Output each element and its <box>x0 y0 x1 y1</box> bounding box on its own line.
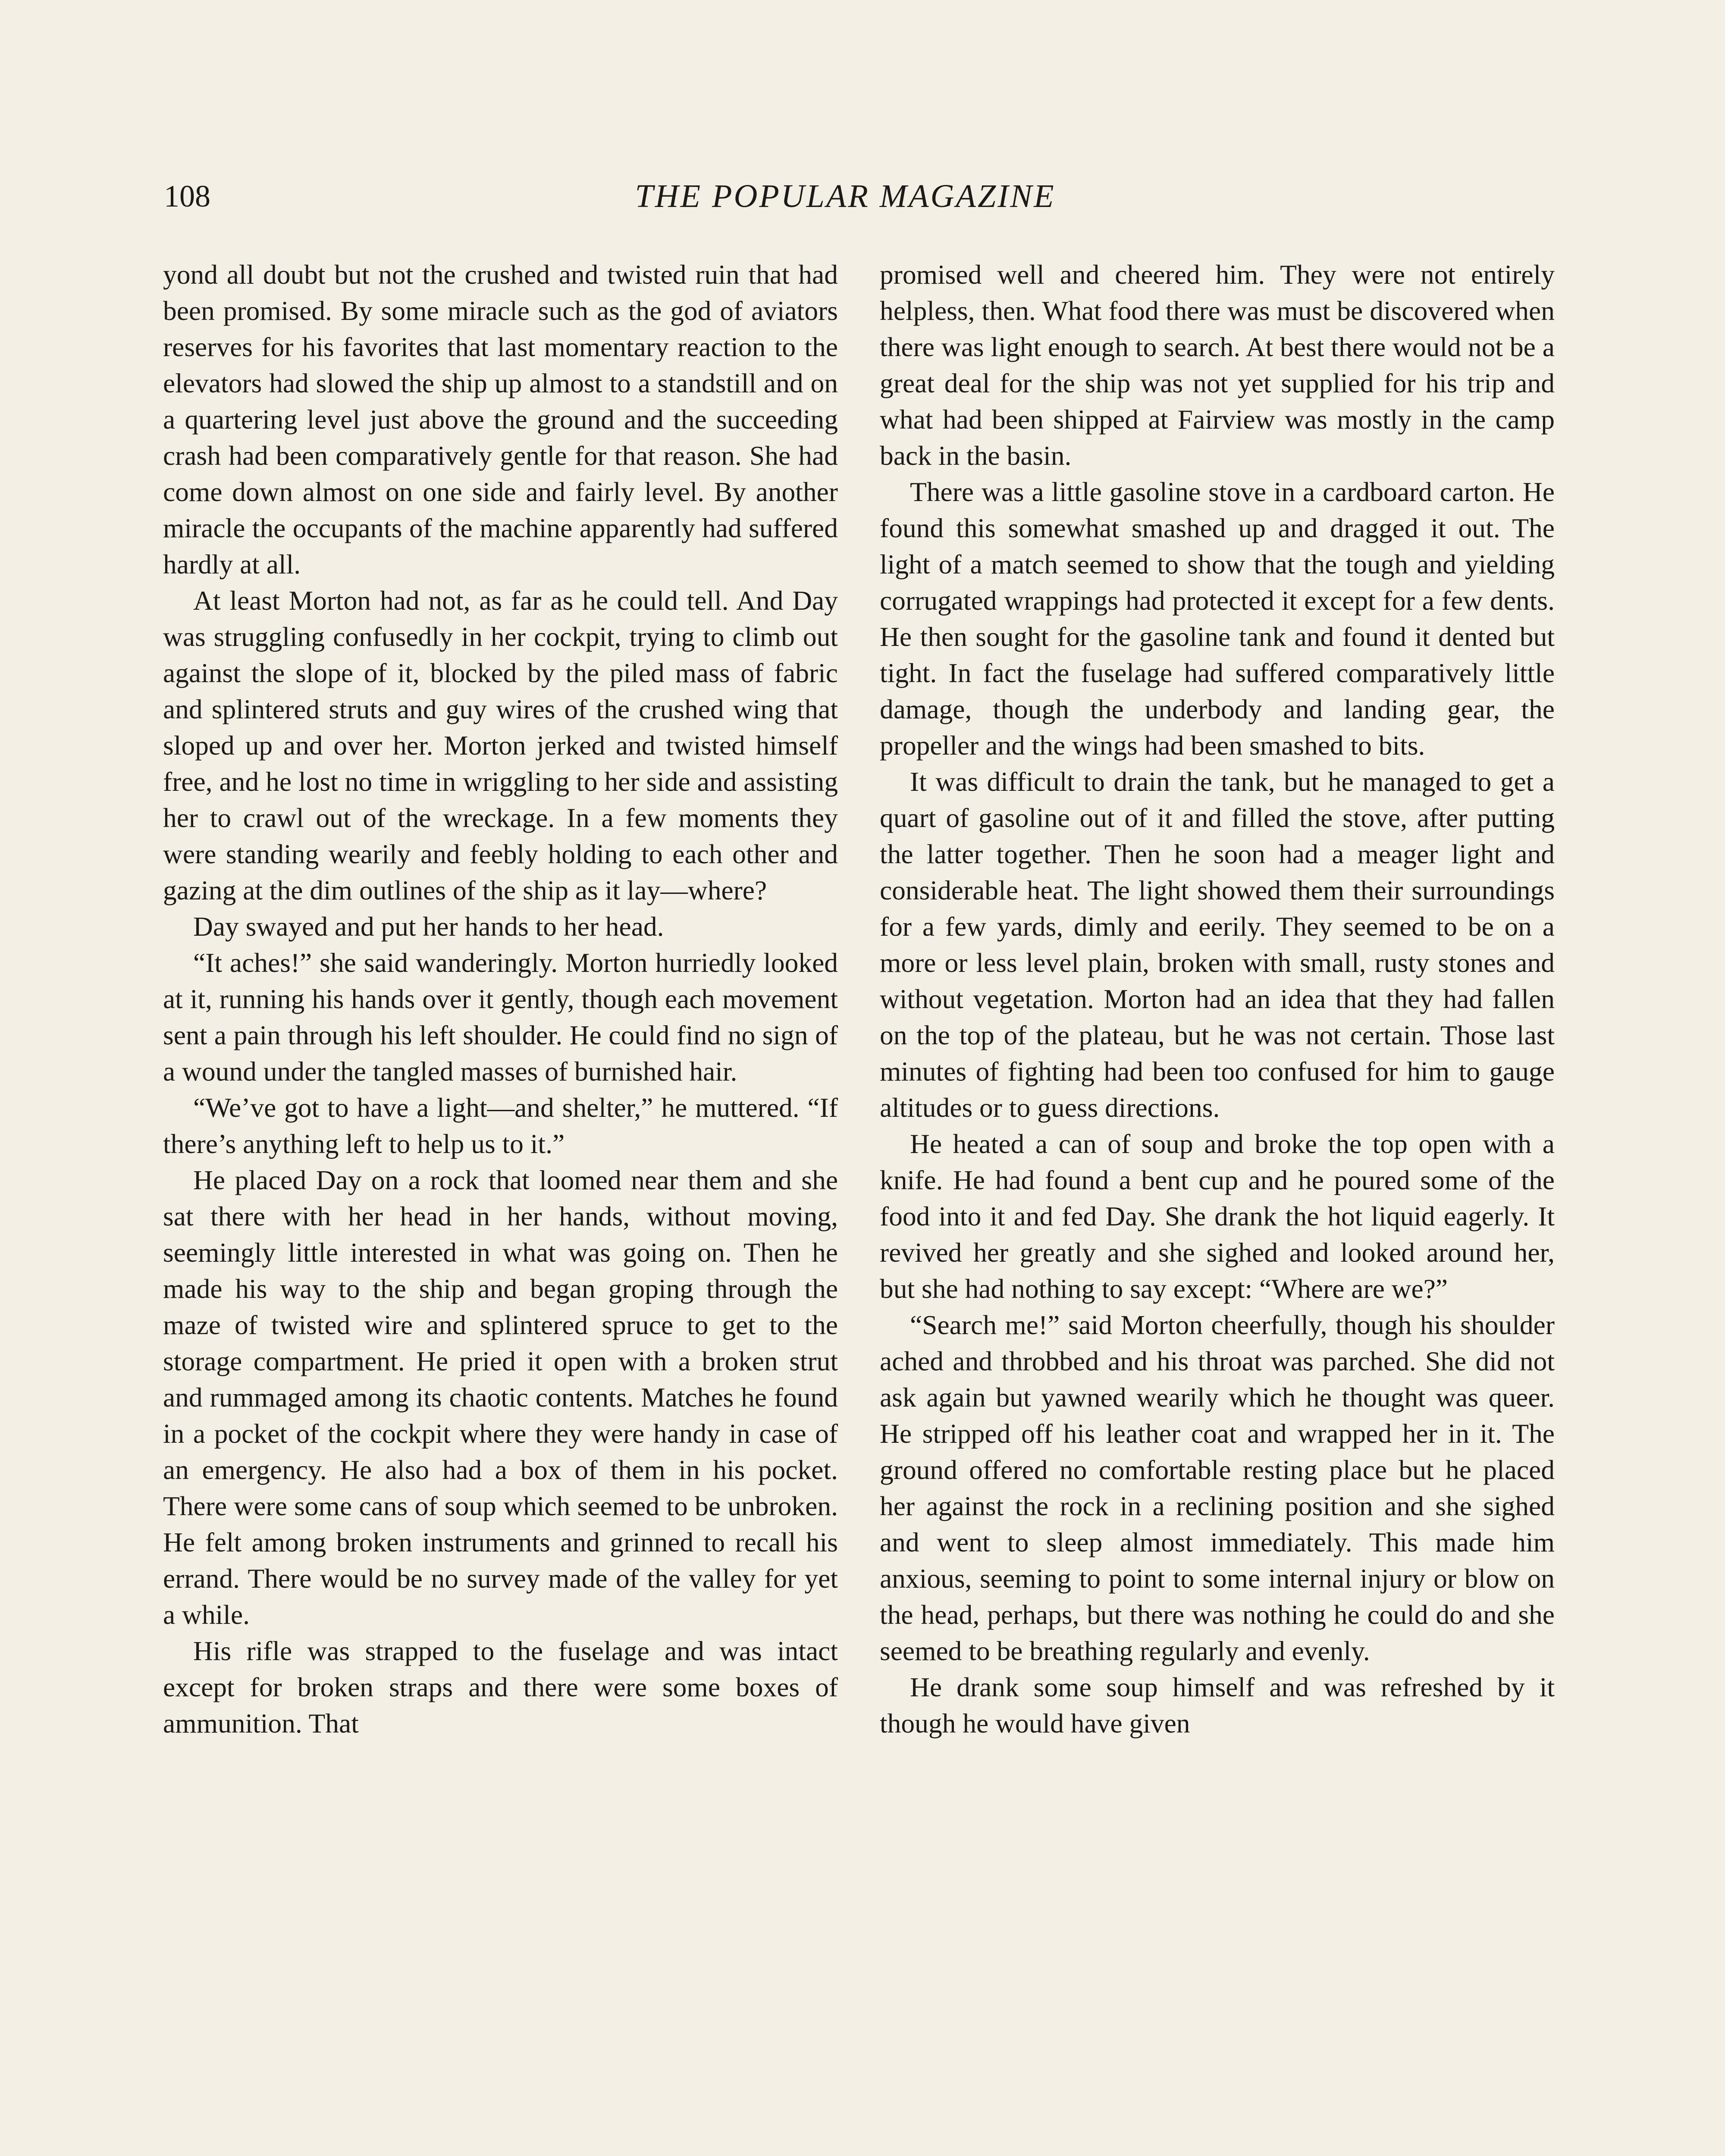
paragraph: “We’ve got to have a light—and shelter,” he muttered. “If there’s anything left to help us to it.” <box>163 1092 838 1159</box>
paragraph: It was difficult to drain the tank, but he managed to get a quart of gasoline out of it and filled the stove, after putting the latter together. Then he soon had a meager light and considerable heat. The light showed them their surroundings for a few yards, dimly and eerily. They seemed to be on a more or less level plain, broken with small, rusty stones and without vegetation. Morton had an idea that they had fallen on the top of the plateau, but he was not certain. Those last minutes of fighting had been too confused for him to gauge altitudes or to guess directions. <box>880 766 1555 1123</box>
paragraph: He drank some soup himself and was refreshed by it though he would have given <box>880 1672 1555 1739</box>
paragraph: His rifle was strapped to the fuselage and was intact except for broken straps and there were some boxes of ammunition. That <box>163 1636 838 1739</box>
paragraph: He heated a can of soup and broke the top open with a knife. He had found a bent cup and he poured some of the food into it and fed Day. She drank the hot liquid eagerly. It revived her greatly and she sighed and looked around her, but she had nothing to say except: “Where are we?” <box>880 1128 1555 1304</box>
paragraph: He placed Day on a rock that loomed near them and she sat there with her head in her hands, without moving, seemingly little interested in what was going on. Then he made his way to the ship and began groping through the maze of twisted wire and splintered spruce to get to the storage compartment. He pried it open with a broken strut and rummaged among its chaotic contents. Matches he found in a pocket of the cockpit where they were handy in case of an emergency. He also had a box of them in his pocket. There were some cans of soup which seemed to be unbroken. He felt among broken instruments and grinned to recall his errand. There would be no survey made of the valley for yet a while. <box>163 1165 838 1630</box>
running-head: THE POPULAR MAGAZINE <box>635 178 1056 214</box>
page-number: 108 <box>164 179 210 213</box>
paragraph: There was a little gasoline stove in a cardboard carton. He found this somewhat smashed up and dragged it out. The light of a match seemed to show that the tough and yielding corrugated wrappings had protected it except for a few dents. He then sought for the gasoline tank and found it dented but tight. In fact the fuselage had suffered comparatively little damage, though the underbody and landing gear, the propeller and the wings had been smashed to bits. <box>880 476 1555 761</box>
paragraph: promised well and cheered him. They were not entirely helpless, then. What food there was must be discovered when there was light enough to search. At best there would not be a great deal for the ship was not yet supplied for his trip and what had been shipped at Fairview was mostly in the camp back in the basin. <box>880 259 1555 471</box>
paragraph: yond all doubt but not the crushed and twisted ruin that had been promised. By some miracle such as the god of aviators reserves for his favorites that last momentary reaction to the elevators had slowed the ship up almost to a standstill and on a quartering level just above the ground and the succeeding crash had been comparatively gentle for that reason. She had come down almost on one side and fairly level. By another miracle the occupants of the machine apparently had suffered hardly at all. <box>163 259 838 580</box>
right-text-column <box>880 257 1555 1742</box>
paragraph: “Search me!” said Morton cheerfully, though his shoulder ached and throbbed and his throat was parched. She did not ask again but yawned wearily which he thought was queer. He stripped off his leather coat and wrapped her in it. The ground offered no comfortable resting place but he placed her against the rock in a reclining position and she sighed and went to sleep almost immediately. This made him anxious, seeming to point to some internal injury or blow on the head, perhaps, but there was nothing he could do and she seemed to be breathing regularly and evenly. <box>880 1310 1555 1666</box>
paragraph: Day swayed and put her hands to her head. <box>193 911 664 942</box>
paragraph: At least Morton had not, as far as he could tell. And Day was struggling confusedly in her cockpit, trying to climb out against the slope of it, blocked by the piled mass of fabric and splintered struts and guy wires of the crushed wing that sloped up and over her. Morton jerked and twisted himself free, and he lost no time in wriggling to her side and assisting her to crawl out of the wreckage. In a few moments they were standing wearily and feebly holding to each other and gazing at the dim outlines of the ship as it lay—where? <box>163 585 838 906</box>
left-text-column <box>163 257 838 1742</box>
paragraph: “It aches!” she said wanderingly. Morton hurriedly looked at it, running his hands over it gently, though each movement sent a pain through his left shoulder. He could find no sign of a wound under the tangled masses of burnished hair. <box>163 947 838 1087</box>
page-header <box>0 170 1725 222</box>
